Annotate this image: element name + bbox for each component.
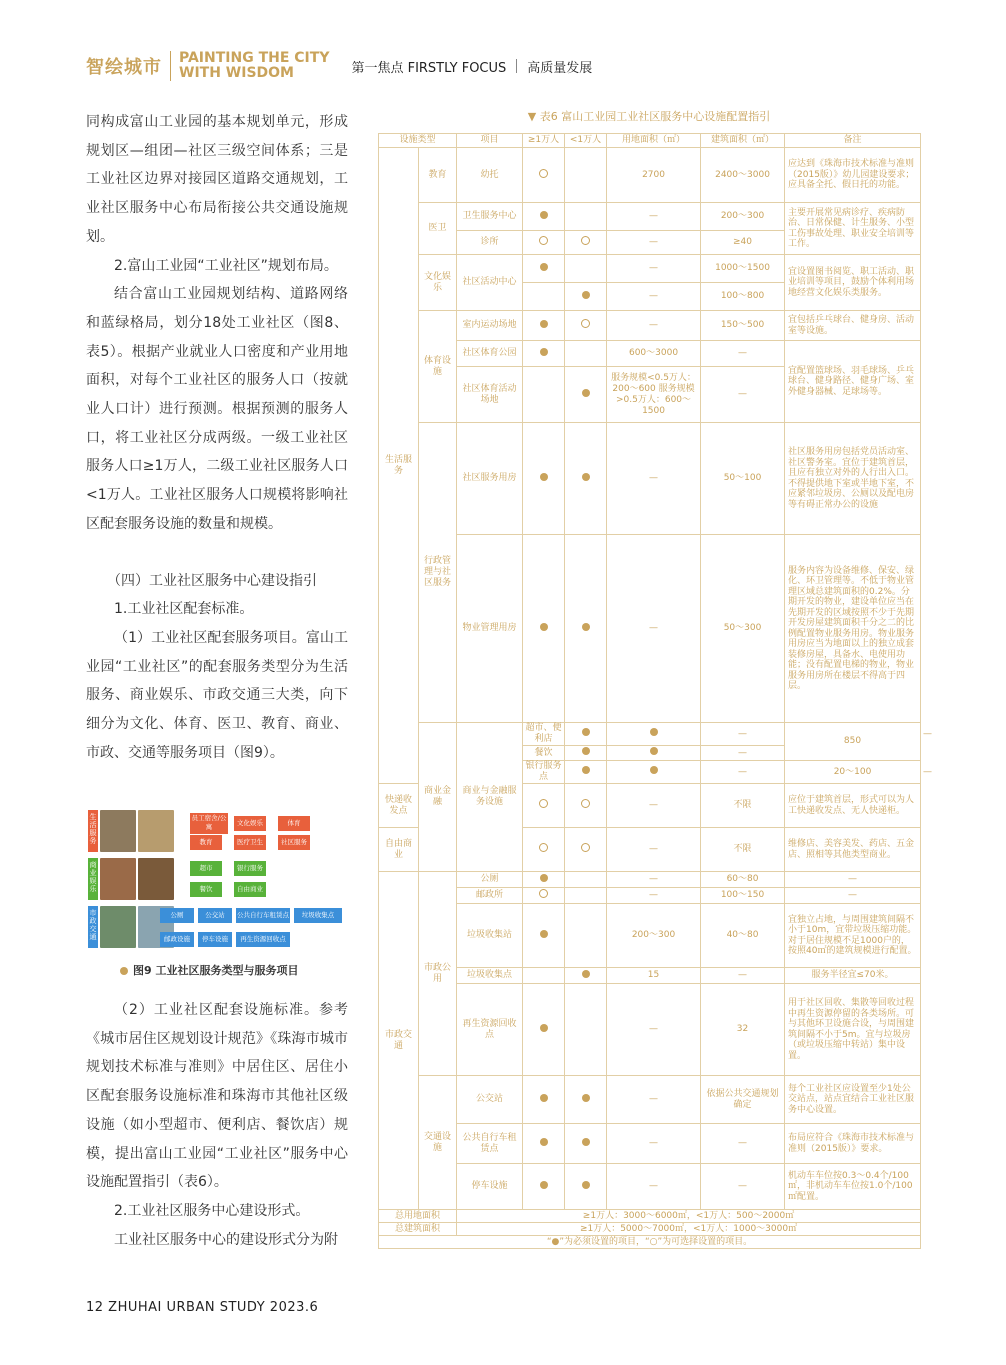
figure-tag: 员工宿舍/公寓 <box>190 813 228 834</box>
table-row: 停车设施 — — 机动车车位按0.3～0.4个/100㎡，非机动车车位按1.0个/100㎡配置。 <box>379 1164 921 1210</box>
table-total-row: 总用地面积 ≥1万人：3000～6000㎡，<1万人：500～2000㎡ <box>379 1210 921 1223</box>
table-row: 社区体育公园 600～3000 — 宜配置篮球场、羽毛球场、乒乓球台、健身路径、健身广场、室外健身器械、足球场等。 <box>379 341 921 367</box>
figure-tag: 超市 <box>190 861 222 876</box>
figure-9 <box>86 806 348 952</box>
table-row: 体育设施 室内运动场地 — 150～500 宜包括乒乓球台、健身房、活动室等设施。 <box>379 311 921 341</box>
figure-tag: 教育 <box>190 835 222 850</box>
table-row: 垃圾收集站 200～300 40～80 宜独立占地，与周围建筑间隔不小于10m，宜带垃圾压缩功能。对于居住规模不足1000户的，按照40㎡的建筑规模进行配置。 <box>379 904 921 968</box>
table-row: 物业管理用房 — 50～300 服务内容为设备维修、保安、绿化、环卫管理等。不低于物业管理区域总建筑面积的0.2%。分期开发的物业，建设单位应当在先期开发的区域按照不少于先期开发房屋建筑面积千分之二的比例配置物业服务用房。物业服务用房应当为地面以上的独立成套装修房屋，具备水、电使用功能；没有配置电梯的物业，物业服务用房所在楼层不得高于四层。 <box>379 535 921 723</box>
figure-tag: 公厕 <box>160 908 194 923</box>
table-row: 社区体育活动场地 服务规模<0.5万人：200～600 服务规模>0.5万人：600～1500 — <box>379 367 921 423</box>
header-divider <box>170 51 171 81</box>
figure-tag: 自由商业 <box>234 882 266 897</box>
photo <box>100 858 136 900</box>
table-row: 再生资源回收点 — 32 用于社区回收、集散等回收过程中再生资源停留的各类场所。可与其他环卫设施合设，与周围建筑间隔不小于5m。宜与垃圾房（或垃圾压缩中转站）集中设置。 <box>379 984 921 1076</box>
brand-english: PAINTING THE CITY WITH WISDOM <box>179 50 330 81</box>
paragraph: （2）工业社区配套设施标准。参考《城市居住区规划设计规范》《珠海市城市规划技术标准与准则》中居住区、居住小区配套服务设施标准和珠海市其他社区级设施（如小型超市、便利店、餐饮店）规模，提出富山工业园“工业社区”服务中心设施配置指引（表6）。 <box>86 1002 348 1191</box>
photo <box>138 858 174 900</box>
section-title: 第一焦点 FIRSTLY FOCUS <box>351 60 507 76</box>
figure-tag: 公交站 <box>198 908 232 923</box>
subheading: 2.工业社区服务中心建设形式。 <box>114 1202 310 1219</box>
subheading: 1.工业社区配套标准。 <box>114 601 254 618</box>
table-legend-row: “●”为必须设置的项目，“○”为可选择设置的项目。 <box>379 1236 921 1249</box>
table-row: 市政交通 市政公用 公厕 — 60～80 — <box>379 872 921 888</box>
paragraph: 同构成富山工业园的基本规划单元，形成规划区—组团—社区三级空间体系；三是工业社区边界对接园区道路交通规划，工业社区服务中心布局衔接公共交通设施规划。 <box>86 114 348 245</box>
table-row: 餐饮 — <box>379 746 921 761</box>
facility-table <box>378 133 933 1249</box>
photo <box>100 810 136 852</box>
table-row: 商业金融 商业与金融服务设施 超市、便利店 — 850 — <box>379 723 921 746</box>
spacer <box>86 539 348 567</box>
figure-tag: 社区服务 <box>278 835 310 850</box>
table-row: 快递收发点 — 不限 应位于建筑首层，形式可以为人工快递收发点、无人快递柜。 <box>379 784 921 828</box>
table-row: 自由商业 — 不限 维修店、美容美发、药店、五金店、照相等其他类型商业。 <box>379 828 921 872</box>
paragraph: 工业社区服务中心的建设形式分为附 <box>114 1231 338 1248</box>
subheading: 2.富山工业园“工业社区”规划布局。 <box>114 257 338 274</box>
table-row: 文化娱乐 社区活动中心 — 1000～1500 宜设置图书阅览、职工活动、职业培训等项目，鼓励个体利用场地经营文化娱乐类服务。 <box>379 255 921 283</box>
page-footer: 12 ZHUHAI URBAN STUDY 2023.6 <box>86 1300 319 1315</box>
figure-caption: 图9 工业社区服务类型与服务项目 <box>120 962 298 978</box>
bullet-icon <box>120 967 128 975</box>
brand-title: 智绘城市 <box>86 57 162 78</box>
body-text-column-2 <box>86 996 348 1254</box>
table-row: 公共自行车租赁点 — — 布局应符合《珠海市技术标准与准则（2015版）》要求。 <box>379 1124 921 1164</box>
figure-category-biz: 商业娱乐 <box>88 858 98 900</box>
body-text-column <box>86 108 348 767</box>
figure-tag: 文化娱乐 <box>234 816 266 831</box>
figure-tag: 公共自行车租赁点 <box>236 908 290 923</box>
photo <box>100 906 136 948</box>
figure-tag: 银行服务 <box>234 861 266 876</box>
figure-tag: 邮政设施 <box>160 932 194 947</box>
table-row: 垃圾收集点 15 — 服务半径宜≤70米。 <box>379 968 921 984</box>
section-heading: （四）工业社区服务中心建设指引 <box>107 572 317 589</box>
table-header-row: 设施类型 项目 ≥1万人 <1万人 用地面积（㎡） 建筑面积（㎡） 备注 <box>379 134 921 148</box>
figure-category-muni: 市政交通 <box>88 906 98 948</box>
table-row: 交通设施 公交站 — 依据公共交通规划确定 每个工业社区应设置至少1处公交站点，站点宜结合工业社区服务中心设置。 <box>379 1076 921 1124</box>
figure-tag: 医疗卫生 <box>234 835 266 850</box>
table-row: 生活服务 教育 幼托 2700 2400～3000 应达到《珠海市技术标准与准则（2015版）》幼儿园建设要求；应具备全托、假日托的功能。 <box>379 148 921 203</box>
table-row: 诊所 — ≥40 <box>379 231 921 255</box>
subsection-title: 高质量发展 <box>527 60 593 76</box>
paragraph: （1）工业社区配套服务项目。富山工业园“工业社区”的配套服务类型分为生活服务、商业娱乐、市政交通三大类，向下细分为文化、体育、医卫、教育、商业、市政、交通等服务项目（图9）。 <box>86 629 348 761</box>
figure-tag: 体育 <box>278 816 310 831</box>
figure-tag: 再生资源回收点 <box>236 932 290 947</box>
section-divider <box>516 59 517 73</box>
table-row: 行政管理与社区服务 社区服务用房 — 50～100 社区服务用房包括党员活动室、社区警务室。宜位于建筑首层，且应有独立对外的人行出入口。不得提供地下室或半地下室，不应紧邻垃圾房、公厕以及配电房等有碍正常办公的设施 <box>379 423 921 535</box>
paragraph: 结合富山工业园规划结构、道路网络和蓝绿格局，划分18处工业社区（图8、表5）。根据产业就业人口密度和产业用地面积，对每个工业社区的服务人口（按就业人口计）进行预测。根据预测的服务人口，将工业社区分成两级。一级工业社区服务人口≥1万人，二级工业社区服务人口<1万人。工业社区服务人口规模将影响社区配套服务设施的数量和规模。 <box>86 286 348 532</box>
table-row: 医卫 卫生服务中心 — 200～300 主要开展常见病诊疗、疾病防治、日常保健、计生服务、小型工伤事故处理、职业安全培训等工作。 <box>379 203 921 231</box>
table-caption: ▼ 表6 富山工业园工业社区服务中心设施配置指引 <box>527 110 771 123</box>
table-row: — 100～800 <box>379 283 921 311</box>
table-row: 邮政所 — 100～150 — <box>379 888 921 904</box>
figure-category-life: 生活服务 <box>88 810 98 852</box>
figure-tag: 垃圾收集点 <box>294 908 342 923</box>
photo <box>138 810 174 852</box>
figure-tag: 停车设施 <box>198 932 232 947</box>
figure-tag: 餐饮 <box>190 882 222 897</box>
table-total-row: 总建筑面积 ≥1万人：5000～7000㎡，<1万人：1000～3000㎡ <box>379 1223 921 1236</box>
table-row: 银行服务点 — 20～100 — <box>379 761 921 784</box>
page-header <box>86 46 592 86</box>
